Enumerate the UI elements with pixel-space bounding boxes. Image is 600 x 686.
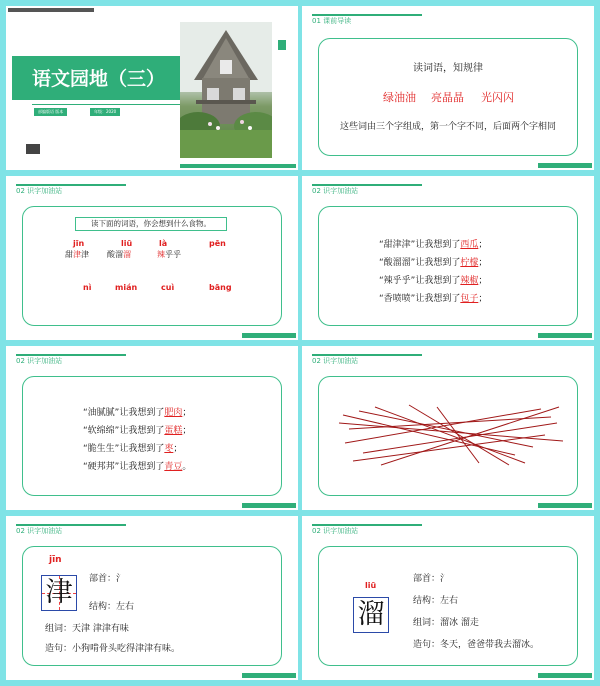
- content-card: [318, 206, 578, 326]
- slide-char-liu[interactable]: [302, 516, 594, 680]
- structure-text: 结构：左右: [413, 596, 459, 606]
- content-card: [318, 38, 578, 156]
- corner-bar: [242, 673, 296, 678]
- slide-food-words[interactable]: [6, 176, 298, 340]
- photo-corner-accent: [278, 40, 286, 50]
- answer-4: 青豆: [164, 462, 183, 472]
- pinyin-mian: mián: [115, 283, 138, 292]
- sentence-line-2: “酸溜溜”让我想到了柠檬；: [379, 258, 488, 268]
- answer-2: 柠檬: [460, 258, 479, 268]
- pinyin-cui: cuì: [161, 283, 175, 292]
- word-3: 光闪闪: [481, 91, 514, 104]
- pinyin-la: là: [159, 239, 168, 248]
- sentence-line-1: “油腻腻”让我想到了肥肉；: [83, 408, 192, 418]
- rule-text: 这些词由三个字组成，第一个字不同，后面两个字相同: [339, 122, 556, 132]
- question-box: 读下面的词语，你会想到什么食物。: [75, 217, 227, 231]
- sentence-line-2: “软绵绵”让我想到了蛋糕；: [83, 426, 192, 436]
- top-bar: [8, 8, 94, 12]
- word-2: 亮晶晶: [431, 91, 464, 104]
- slide-fill-1[interactable]: [302, 176, 594, 340]
- slide-header: 02 识字加油站: [16, 527, 63, 535]
- corner-bar: [242, 333, 296, 338]
- corner-bar: [538, 673, 592, 678]
- structure-text: 结构：左右: [89, 602, 135, 612]
- house-photo: [180, 22, 272, 158]
- slide-header: 01 课前导读: [312, 17, 352, 25]
- char-pinyin: liū: [365, 581, 377, 590]
- meta-tag-1: 部编版语 版本: [34, 108, 67, 116]
- answer-3: 枣: [164, 444, 174, 454]
- answer-3: 辣椒: [460, 276, 479, 286]
- content-card: [318, 376, 578, 496]
- corner-bar: [538, 333, 592, 338]
- sentence-line-3: “脆生生”让我想到了枣；: [83, 444, 183, 454]
- slide-header: 02 识字加油站: [16, 357, 63, 365]
- word-suanliuliu: 酸溜溜: [107, 250, 131, 259]
- char-box: [353, 597, 389, 633]
- answer-4: 包子: [460, 294, 479, 304]
- slide-crossed-lines[interactable]: [302, 346, 594, 510]
- sentence-line-4: “硬邦邦”让我想到了青豆。: [83, 462, 192, 472]
- corner-bar: [538, 163, 592, 168]
- char-glyph: 津: [45, 577, 73, 608]
- corner-bar: [242, 503, 296, 508]
- word-lahuhu: 辣乎乎: [157, 250, 181, 259]
- content-card: [22, 376, 282, 496]
- dark-square: [26, 144, 40, 154]
- char-box: [41, 575, 77, 611]
- content-card: [22, 546, 282, 666]
- char-pinyin: jīn: [49, 555, 62, 565]
- slide-char-jin[interactable]: [6, 516, 298, 680]
- bottom-bar: [180, 164, 296, 168]
- sentence-text: 造句：小狗啃骨头吃得津津有味。: [45, 644, 181, 654]
- words-text: 组词：天津 津津有味: [45, 624, 129, 634]
- crossed-lines: [319, 377, 577, 495]
- content-card: [318, 546, 578, 666]
- sentence-line-1: “甜津津”让我想到了西瓜；: [379, 240, 488, 250]
- slide-header: 02 识字加油站: [312, 187, 359, 195]
- meta-line: [32, 104, 180, 105]
- sentence-text: 造句：冬天，爸爸带我去溜冰。: [413, 640, 540, 650]
- instruction-text: 读词语，知规律: [413, 63, 483, 74]
- sentence-line-4: “香喷喷”让我想到了包子；: [379, 294, 488, 304]
- sentence-line-3: “辣乎乎”让我想到了辣椒；: [379, 276, 488, 286]
- corner-bar: [538, 503, 592, 508]
- slide-header: 02 识字加油站: [16, 187, 63, 195]
- pinyin-bang: bāng: [209, 283, 232, 292]
- answer-1: 西瓜: [460, 240, 479, 250]
- word-1: 绿油油: [383, 91, 416, 104]
- answer-1: 肥肉: [164, 408, 183, 418]
- content-card: [22, 206, 282, 326]
- word-tianjinjin: 甜津津: [65, 250, 89, 259]
- pinyin-jin: jīn: [73, 239, 85, 248]
- pinyin-liu: liū: [121, 239, 133, 248]
- slide-header: 02 识字加油站: [312, 357, 359, 365]
- words-text: 组词：溜冰 溜走: [413, 618, 479, 628]
- slide-intro[interactable]: [302, 6, 594, 170]
- page-title: 语文园地（三）: [32, 68, 166, 90]
- radical-text: 部首：氵: [413, 574, 450, 584]
- answer-2: 蛋糕: [164, 426, 183, 436]
- slide-header: 02 识字加油站: [312, 527, 359, 535]
- slide-fill-2[interactable]: [6, 346, 298, 510]
- char-glyph: 溜: [357, 599, 385, 630]
- pinyin-pen: pēn: [209, 239, 226, 248]
- slide-title[interactable]: [6, 6, 298, 170]
- meta-tag-2: 年级：2020: [90, 108, 120, 116]
- pinyin-ni: nì: [83, 283, 92, 292]
- radical-text: 部首：氵: [89, 574, 126, 584]
